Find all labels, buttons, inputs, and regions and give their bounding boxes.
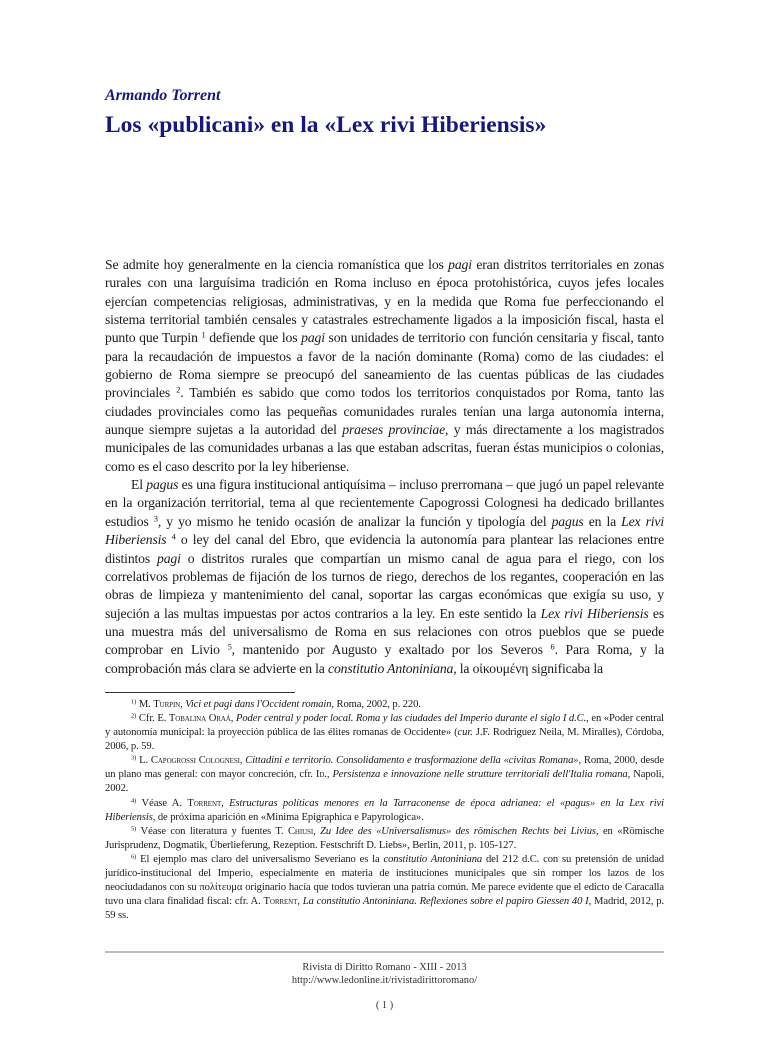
text-run: en la bbox=[583, 513, 622, 529]
text-run: Chiusi bbox=[287, 825, 314, 837]
italic-text: Persistenza e innovazione nelle strutture territoriali dell'Italia romana bbox=[332, 769, 628, 781]
footer-divider bbox=[105, 951, 664, 953]
footnote bbox=[105, 853, 664, 923]
journal-citation: Rivista di Diritto Romano - XIII - 2013 bbox=[302, 962, 467, 974]
text-run: , bbox=[313, 825, 321, 837]
text-run: El ejemplo mas claro del universalismo Severiano es la bbox=[136, 853, 384, 865]
italic-text: Estructuras políticas menores en la Tarraconense de época adrianea: el «pagus» en la Lex rivi Hiberiensis bbox=[105, 797, 664, 823]
text-run: Se admite hoy generalmente en la ciencia romanística que los bbox=[105, 257, 449, 272]
text-run: , Madrid, 2012, p. 59 ss. bbox=[105, 896, 664, 922]
text-run: Tobalina Oraá bbox=[168, 713, 231, 724]
text-run: , Napoli, 2002. bbox=[105, 769, 664, 795]
footnote bbox=[105, 825, 664, 853]
italic-text: pagi bbox=[301, 330, 325, 346]
footnote-ref: 4) bbox=[131, 796, 137, 804]
text-run: Turpin bbox=[153, 698, 181, 710]
text-run: . Para Roma, y la comprobación más clara se advierte en la bbox=[105, 642, 664, 676]
footnote-ref: 2) bbox=[131, 712, 137, 720]
italic-text: Lex rivi Hiberiensis bbox=[105, 513, 665, 548]
text-run: Capogrossi Colognesi bbox=[150, 755, 240, 767]
italic-text: La constitutio Antoniniana. Reflexiones sobre el papiro Giessen 40 I bbox=[302, 896, 589, 908]
footnote-ref: 1) bbox=[131, 698, 137, 706]
italic-text: Vici et pagi dans l'Occident romain bbox=[185, 698, 332, 710]
text-run: del 212 d.C. con su pretensión de unidad jurídico-institucional del Imperio, especialmente en materia de instituciones municipales que sin romper los lazos de los neociudadanos con su πολίτευμα originario hacía que todos tuvieran una patria común. Me parece evidente que el edicto de Caracalla tuvo una clara finalidad fiscal: cfr. A. bbox=[105, 853, 665, 908]
text-run: L. bbox=[136, 755, 151, 767]
text-run: , bbox=[230, 713, 236, 724]
text-run: J.F. Rodriguez Neila, M. Miralles), Córdoba, 2006, p. 59. bbox=[105, 727, 664, 753]
italic-text: constitutio Antoniniana bbox=[383, 853, 483, 865]
text-run: , mantenido por Augusto y exaltado por los Severos bbox=[231, 642, 551, 658]
text-run: , y yo mismo he tenido ocasión de analizar la función y tipología del bbox=[157, 513, 552, 529]
italic-text: Lex rivi Hiberiensis bbox=[540, 605, 649, 621]
text-run: Cfr. E. bbox=[136, 713, 169, 724]
footnote-ref: 4 bbox=[171, 531, 176, 542]
journal-url[interactable]: http://www.ledonline.it/rivistadirittoromano/ bbox=[291, 975, 478, 987]
footnote bbox=[105, 712, 664, 754]
footnote bbox=[105, 754, 664, 796]
text-run: , bbox=[239, 755, 246, 767]
footnote-ref: 3 bbox=[153, 513, 158, 524]
footnote-ref: 1 bbox=[201, 329, 206, 340]
footnote-divider bbox=[105, 692, 295, 693]
text-run: . También es sabido que como todos los territorios conquistados por Roma, tanto las ciudades provinciales como las pequeñas comunidades rurales tenían una larga autonomía interna, aunque siempre sujetas a la autoridad del bbox=[105, 385, 664, 438]
italic-text: pagus bbox=[146, 477, 179, 493]
text-run: , en «Römische Jurisprudenz, Dogmatik, Überlieferung, Rezeption. Festschrift D. Liebs», Berlin, 2011, p. 105-127. bbox=[105, 825, 664, 851]
text-run: Id. bbox=[315, 769, 327, 781]
text-run: , bbox=[326, 769, 333, 781]
footnote-ref: 6) bbox=[131, 853, 137, 861]
page-number: ( 1 ) bbox=[375, 1000, 394, 1012]
text-run: Véase con literatura y fuentes T. bbox=[136, 825, 288, 837]
text-run: El bbox=[131, 477, 147, 493]
footnote bbox=[105, 698, 664, 712]
italic-text: Poder central y poder local. Roma y las ciudades del Imperio durante el siglo I d.C. bbox=[235, 713, 587, 724]
text-run: Torrent bbox=[263, 896, 298, 908]
text-run: Torrent bbox=[187, 797, 222, 809]
italic-text: praeses provinciae bbox=[342, 422, 445, 438]
text-run: son unidades de territorio con función censitaria y fiscal, tanto para la recaudación de impuestos a favor de la nación dominante (Roma) como de las ciudades: el gobierno de Roma siempre se preocupó del saneamiento de las cuentas públicas de las ciudades provinciales bbox=[105, 330, 664, 401]
italic-text: pagus bbox=[551, 513, 584, 529]
text-run: , Roma, 2000, desde un plano mas general: con mayor concreción, cfr. bbox=[105, 755, 664, 781]
text-run: o ley del canal del Ebro, que evidencia la autonomía para plantear las relaciones entre distintos bbox=[105, 532, 664, 566]
text-run: o distritos rurales que compartían un mismo canal de agua para el riego, con los correlativos problemas de fijación de los turnos de riego, derechos de los regantes, cooperación en las obras de limpieza y mantenimiento del canal, soportar las cargas económicas que exigía su uso, y sujeción a las multas impuestas por actos contrarios a la ley. En este sentido la bbox=[105, 550, 664, 621]
paragraph bbox=[105, 476, 664, 678]
text-run: , bbox=[221, 797, 230, 809]
text-run: eran distritos territoriales en zonas rurales con una larguísima tradición en Roma incluso en época protohistórica, cuyos jefes locales ejercían competencias religiosas, administrativas, y en la medida que Roma fue perfeccionando el sistema territorial también censales y catastrales estrechamente ligados a la imposición fiscal, hasta el punto que Turpin bbox=[105, 257, 664, 346]
text-run: Véase A. bbox=[136, 797, 188, 809]
text-run: , bbox=[180, 698, 186, 710]
text-run: , de próxima aparición en «Minima Epigraphica e Papyrologica». bbox=[152, 811, 424, 823]
italic-text: Cittadini e territorio. Consolidamento e trasformazione della «civitas Romana» bbox=[245, 755, 579, 767]
text-run: es una figura institucional antiquísima – incluso prerromana – que jugó un papel relevante en la organización territorial, tema al que recientemente Capogrossi Colognesi ha dedicado brillantes estudios bbox=[105, 477, 664, 529]
text-run: , bbox=[297, 896, 303, 908]
italic-text: pagi bbox=[157, 550, 181, 566]
footnotes bbox=[105, 698, 664, 924]
footnote-ref: 6 bbox=[550, 641, 555, 652]
text-run: , y más directamente a los magistrados municipales de las comunidades urbanas a las que estaban adscritas, fueran éstas municipios o colonias, como es el caso descrito por la ley hiberiense. bbox=[105, 422, 664, 474]
text-run: , en «Poder central y autonomía municipal: la proyección pública de las élites romanas de Occidente» ( bbox=[105, 713, 664, 739]
text-run: defiende que los bbox=[205, 330, 302, 346]
text-run: M. bbox=[136, 698, 154, 710]
author-name: Armando Torrent bbox=[105, 87, 221, 104]
text-run: , la οἰκουμένη significaba la bbox=[453, 660, 603, 676]
paragraph bbox=[105, 256, 664, 476]
footnote-ref: 2 bbox=[176, 384, 181, 395]
page-footer bbox=[105, 961, 664, 1012]
footnote-ref: 5 bbox=[227, 641, 232, 652]
footnote bbox=[105, 797, 664, 825]
italic-text: Zu Idee des «Universalismus» des römischen Rechts bei Livius bbox=[320, 825, 596, 837]
article-title: Los «publicani» en la «Lex rivi Hiberiensis» bbox=[105, 112, 547, 138]
footnote-ref: 3) bbox=[131, 754, 137, 762]
italic-text: pagi bbox=[448, 257, 472, 272]
text-run: es una muestra más del universalismo de Roma en sus relaciones con otros pueblos que se puede comprobar en Livio bbox=[105, 605, 665, 658]
text-run: , Roma, 2002, p. 220. bbox=[331, 698, 421, 710]
italic-text: constitutio Antoniniana bbox=[328, 660, 454, 676]
article-body bbox=[105, 256, 664, 678]
italic-text: cur. bbox=[457, 727, 473, 739]
footnote-ref: 5) bbox=[131, 825, 137, 833]
